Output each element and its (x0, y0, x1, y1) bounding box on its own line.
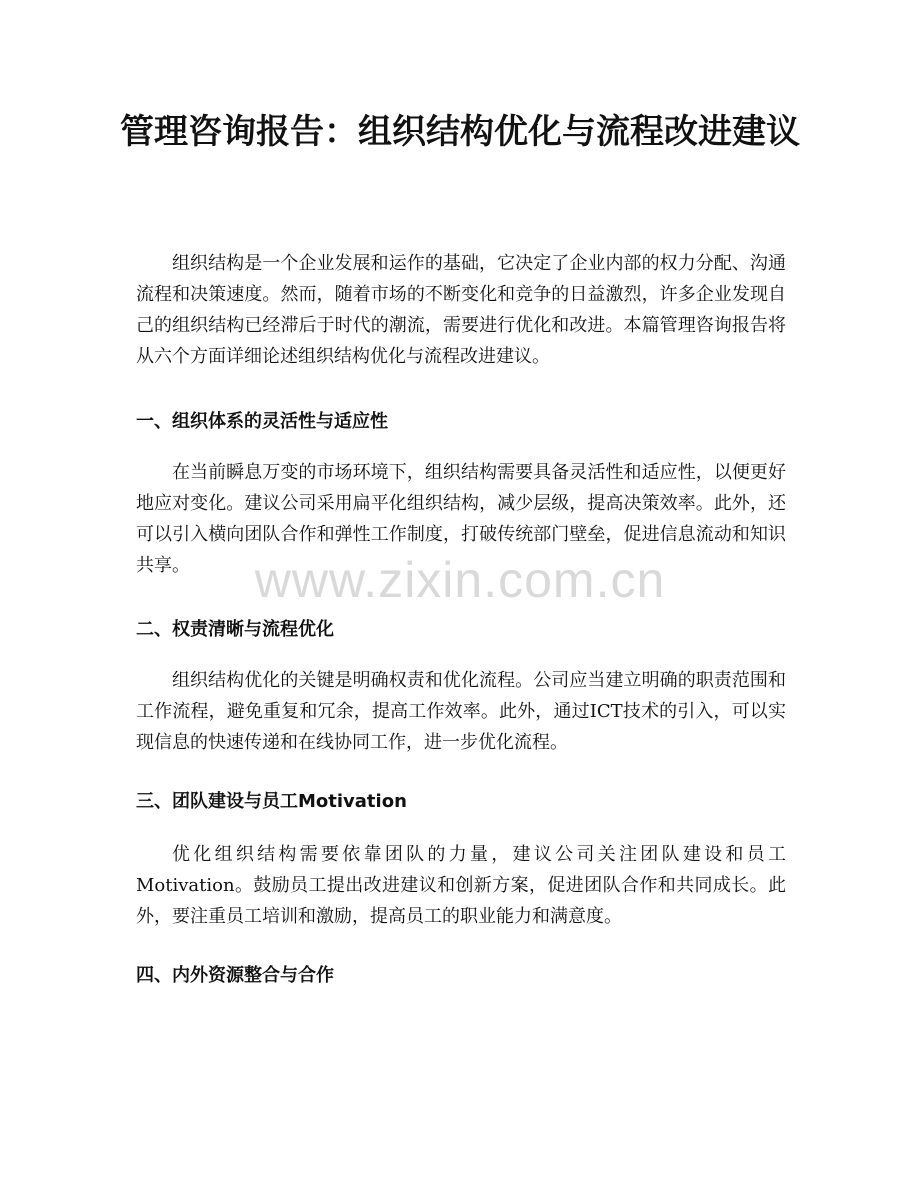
section-body-1: 在当前瞬息万变的市场环境下，组织结构需要具备灵活性和适应性，以便更好地应对变化。建议公司采用扁平化组织结构，减少层级，提高决策效率。此外，还可以引入横向团队合作和弹性工作制度，打破传统部门壁垒，促进信息流动和知识共享。 (136, 462, 786, 576)
section-heading-1: 一、组织体系的灵活性与适应性 (136, 411, 388, 432)
document-title: 管理咨询报告：组织结构优化与流程改进建议 (120, 112, 800, 152)
section-body-2: 组织结构优化的关键是明确权责和优化流程。公司应当建立明确的职责范围和工作流程，避免重复和冗余，提高工作效率。此外，通过ICT技术的引入，可以实现信息的快速传递和在线协同工作，进一步优化流程。 (136, 670, 786, 753)
section-heading-4: 四、内外资源整合与合作 (136, 965, 334, 986)
section-body-3: 优化组织结构需要依靠团队的力量，建议公司关注团队建设和员工Motivation。鼓励员工提出改进建议和创新方案，促进团队合作和共同成长。此外，要注重员工培训和激励，提高员工的职业能力和满意度。 (136, 844, 786, 927)
intro-paragraph: 组织结构是一个企业发展和运作的基础，它决定了企业内部的权力分配、沟通流程和决策速度。然而，随着市场的不断变化和竞争的日益激烈，许多企业发现自己的组织结构已经滞后于时代的潮流，需要进行优化和改进。本篇管理咨询报告将从六个方面详细论述组织结构优化与流程改进建议。 (136, 253, 786, 367)
section-heading-3: 三、团队建设与员工Motivation (136, 791, 407, 812)
section-heading-2: 二、权责清晰与流程优化 (136, 619, 334, 640)
watermark: www.zixin.com.cn (254, 552, 666, 608)
